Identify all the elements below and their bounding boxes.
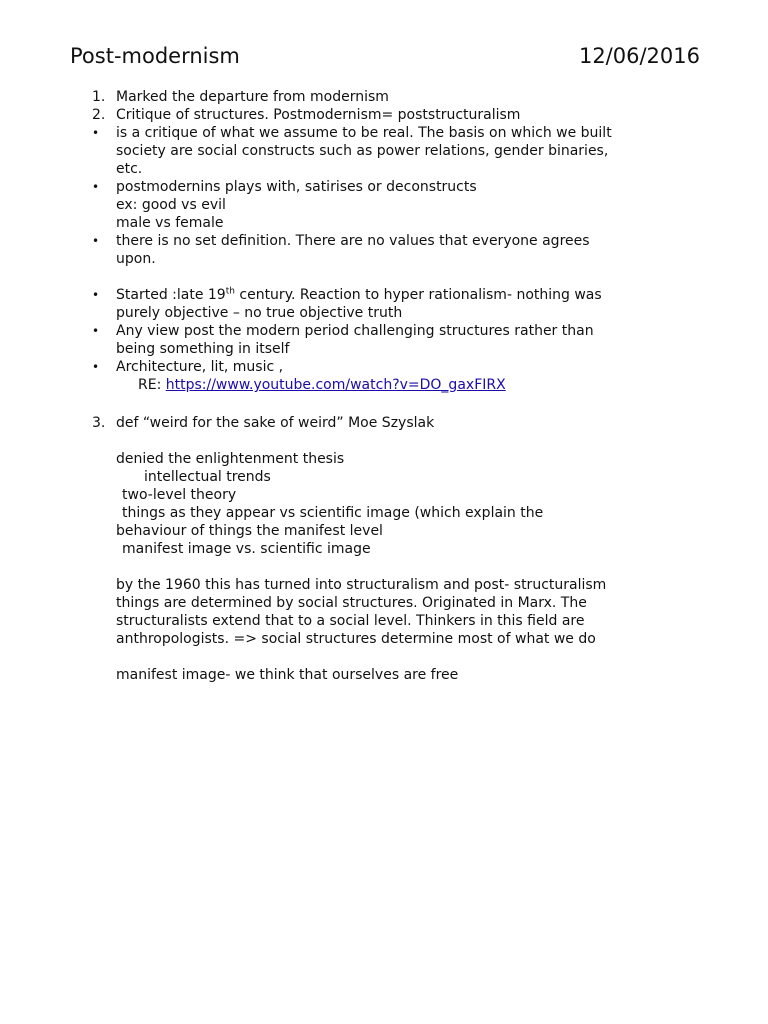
bullet-view-line-1: Any view post the modern period challenging structures rather than — [116, 323, 594, 339]
paragraph-line: anthropologists. => social structures determine most of what we do — [116, 631, 596, 647]
section-3-heading: def “weird for the sake of weird” Moe Szyslak — [116, 415, 435, 431]
bullet-marker: • — [92, 180, 100, 194]
bullet-plays-line-3: male vs female — [116, 215, 224, 231]
page-title: Post-modernism — [70, 44, 240, 68]
bullet-marker: • — [92, 360, 100, 374]
paragraph-line: by the 1960 this has turned into structuralism and post- structuralism — [116, 577, 607, 593]
bullet-marker: • — [92, 288, 100, 302]
paragraph-line: things are determined by social structures. Originated in Marx. The — [116, 595, 587, 611]
note-line: denied the enlightenment thesis — [116, 451, 345, 467]
note-line: things as they appear vs scientific image (which explain the — [122, 505, 544, 521]
bullet-started-line-2: purely objective – no true objective truth — [116, 305, 403, 321]
note-line: manifest image vs. scientific image — [122, 541, 371, 557]
paragraph-line: structuralists extend that to a social level. Thinkers in this field are — [116, 613, 585, 629]
bullet-critique-line-3: etc. — [116, 161, 143, 177]
bullet-critique-line-1: is a critique of what we assume to be real. The basis on which we built — [116, 125, 612, 141]
document-header — [70, 44, 700, 72]
bullet-architecture-line: Architecture, lit, music , — [116, 359, 284, 375]
list-number-2: 2. — [92, 107, 106, 123]
bullet-definition-line-2: upon. — [116, 251, 156, 267]
paragraph-line: manifest image- we think that ourselves are free — [116, 667, 459, 683]
document-date: 12/06/2016 — [578, 44, 700, 68]
note-line: two-level theory — [122, 487, 237, 503]
re-line: RE: https://www.youtube.com/watch?v=DO_gaxFIRX — [138, 377, 506, 393]
list-item-1: Marked the departure from modernism — [116, 89, 389, 105]
note-line: intellectual trends — [144, 469, 271, 485]
list-number-1: 1. — [92, 89, 106, 105]
list-item-2: Critique of structures. Postmodernism= poststructuralism — [116, 107, 521, 123]
bullet-critique-line-2: society are social constructs such as power relations, gender binaries, — [116, 143, 609, 159]
bullet-plays-line-1: postmodernins plays with, satirises or deconstructs — [116, 179, 477, 195]
bullet-marker: • — [92, 234, 100, 248]
note-line: behaviour of things the manifest level — [116, 523, 383, 539]
bullet-definition-line-1: there is no set definition. There are no values that everyone agrees — [116, 233, 590, 249]
youtube-link[interactable]: https://www.youtube.com/watch?v=DO_gaxFIRX — [165, 377, 506, 393]
bullet-marker: • — [92, 126, 100, 140]
bullet-started-line-1: Started :late 19th century. Reaction to hyper rationalism- nothing was — [116, 286, 602, 303]
bullet-marker: • — [92, 324, 100, 338]
bullet-view-line-2: being something in itself — [116, 341, 290, 357]
list-number-3: 3. — [92, 415, 106, 431]
bullet-plays-line-2: ex: good vs evil — [116, 197, 226, 213]
